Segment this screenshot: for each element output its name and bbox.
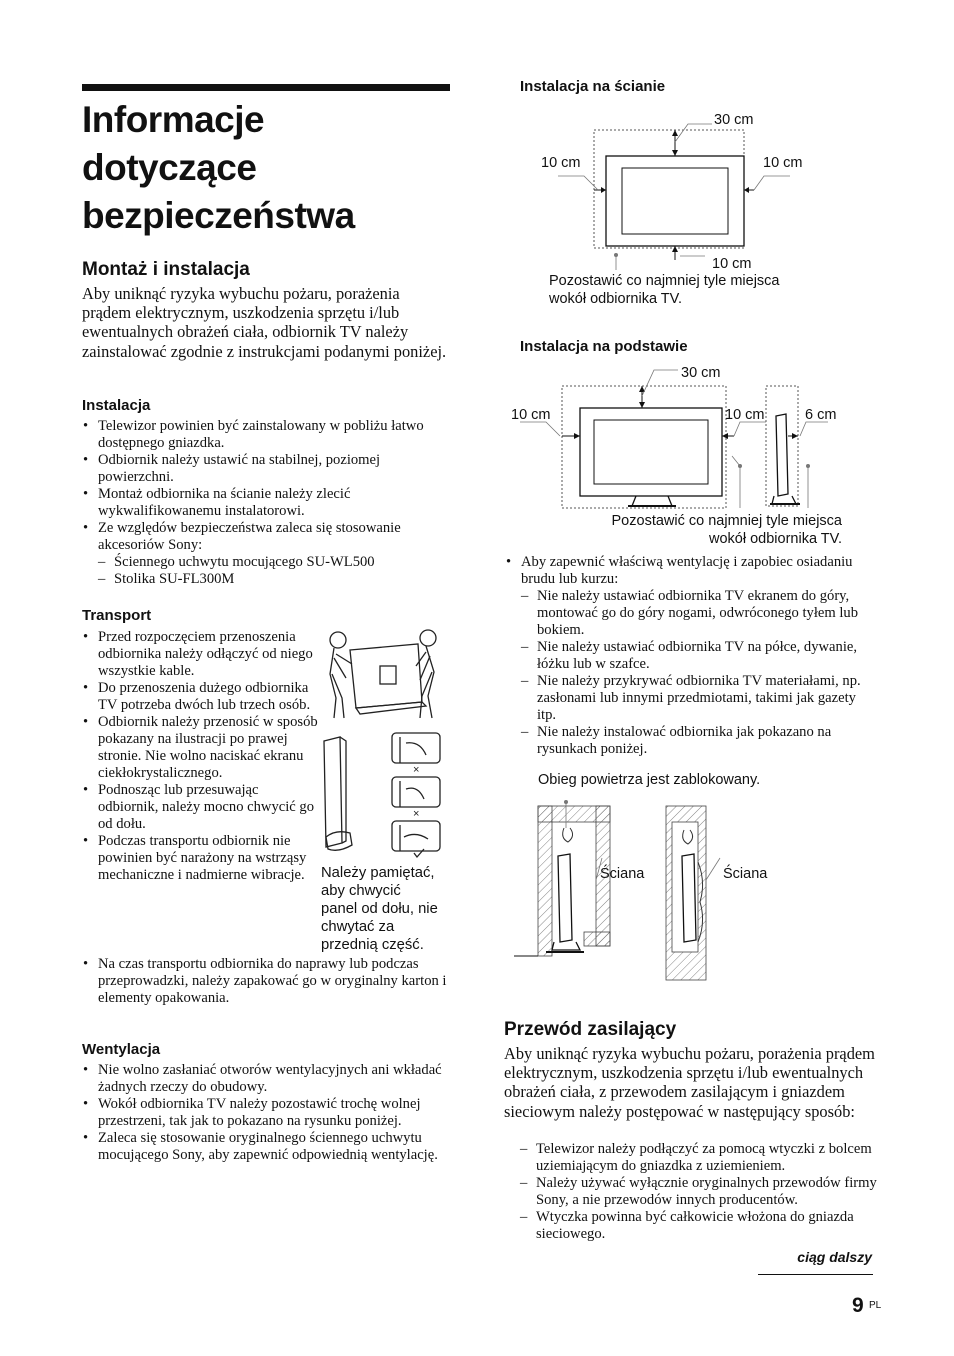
list-item: • Podczas transportu odbiornik nie powinien być narażony na wstrząsy mechaniczne i nadmierne wibracje. [82,833,322,884]
stand-install-heading: Instalacja na podstawie [520,338,688,355]
list-item: • Nie wolno zasłaniać otworów wentylacyjnych ani wkładać żadnych rzeczy do obudowy. [82,1062,454,1096]
transport-list-cont [82,956,452,1007]
wall-left-label: 10 cm [541,155,581,171]
svg-text:×: × [413,808,420,820]
installation-heading: Instalacja [82,397,151,414]
list-item: – Należy używać wyłącznie oryginalnych przewodów firmy Sony, a nie przewodów innych producentów. [520,1175,880,1209]
wall-install-diagram [540,110,820,270]
installation-list [82,418,454,588]
list-item: • Przed rozpoczęciem przenoszenia odbiornika należy odłączyć od niego wszystkie kable. [82,629,322,680]
title-line: Informacje [82,99,265,140]
list-item: • Wokół odbiornika TV należy pozostawić trochę wolnej przestrzeni, tak jak to pokazano na rysunku poniżej. [82,1096,454,1130]
list-item: – Nie należy ustawiać odbiornika TV na półce, dywanie, łóżku lub w szafce. [521,639,877,673]
list-item [82,956,452,1007]
stand-right-label: 10 cm [725,407,765,423]
wall-caption: Pozostawić co najmniej tyle miejsca wokół odbiornika TV. [549,273,780,307]
ventilation-list [82,1062,454,1164]
power-heading: Przewód zasilający [504,1019,677,1040]
list-item: • Montaż odbiornika na ścianie należy zlecić wykwalifikowanemu instalatorowi. [82,486,454,520]
stand-side-label: 6 cm [805,407,837,423]
stand-install-diagram [510,362,850,512]
svg-text:×: × [413,764,420,776]
list-item: • Zaleca się stosowanie oryginalnego ściennego uchwytu mocującego Sony, aby zapewnić odpowiednią wentylację. [82,1130,454,1164]
power-sublist [520,1141,880,1243]
list-item-text: Aby zapewnić właściwą wentylację i zapobiec osiadaniu brudu lub kurzu: [521,554,853,587]
airflow-label: Obieg powietrza jest zablokowany. [538,772,761,788]
wall2-label: Ściana [723,866,768,882]
list-item: – Nie należy ustawiać odbiornika TV ekranem do góry, montować go do góry nogami, odwróconego tyłem lub bokiem. [521,588,877,639]
wall-top-label: 30 cm [714,112,754,128]
mount-heading: Montaż i instalacja [82,259,250,280]
list-item [82,520,454,588]
wall1-label: Ściana [600,866,645,882]
list-item: – Telewizor należy podłączyć za pomocą wtyczki z bolcem uziemiającym do gniazdka z uziemieniem. [520,1141,880,1175]
transport-heading: Transport [82,607,152,624]
stand-caption-line: wokół odbiornika TV. [709,531,842,547]
stand-top-label: 30 cm [681,365,721,381]
transport-caption: Należy pamiętać, aby chwycić panel od dołu, nie chwytać za przednią część. [321,865,438,953]
language-code: PL [869,1300,882,1311]
wall-install-heading: Instalacja na ścianie [520,78,666,95]
list-item: – Nie należy przykrywać odbiornika TV materiałami, np. zasłonami lub innymi przedmiotami, takimi jak gazety itp. [521,673,877,724]
ventilation-right-list [505,554,877,758]
grip-illustration [316,733,444,859]
list-item: – Ściennego uchwytu mocującego SU-WL500 [98,554,454,571]
carry-illustration [322,628,444,720]
list-item: • Do przenoszenia dużego odbiornika TV potrzeba dwóch lub trzech osób. [82,680,322,714]
mount-intro: Aby uniknąć ryzyka wybuchu pożaru, porażenia prądem elektrycznym, uszkodzenia sprzętu i/lub ewentualnych obrażeń ciała, odbiornik TV należy zainstalować zgodnie z instrukcjami podanymi poniżej. [82,284,447,361]
page-number: 9 [852,1294,864,1317]
power-intro: Aby uniknąć ryzyka wybuchu pożaru, porażenia prądem elektrycznym, uszkodzenia sprzętu i/lub ewentualnych obrażeń ciała, z przewodem zasilającym i gniazdem sieciowym należy postępować w następujący sposób: [504,1044,875,1121]
list-item: – Nie należy instalować odbiornika jak pokazano na rysunkach poniżej. [521,724,877,758]
title-rule [82,84,450,91]
list-item: • Telewizor powinien być zainstalowany w pobliżu łatwo dostępnego gniazdka. [82,418,454,452]
stand-caption [560,512,842,548]
list-item: – Stolika SU-FL300M [98,571,454,588]
list-item [520,1141,880,1243]
wall-right-label: 10 cm [763,155,803,171]
transport-list [82,629,322,884]
list-item: • Odbiornik należy przenosić w sposób pokazany na ilustracji po prawej stronie. Nie wolno naciskać ekranu ciekłokrystalicznego. [82,714,322,782]
list-item [505,554,877,758]
accessory-list [98,554,454,588]
title-line: dotyczące [82,147,257,188]
list-item: • Podnosząc lub przesuwając odbiornik, należy mocno chwycić go od dołu. [82,782,322,833]
power-list [520,1141,880,1243]
ventilation-heading: Wentylacja [82,1041,161,1058]
list-item: • Odbiornik należy ustawić na stabilnej, poziomej powierzchni. [82,452,454,486]
stand-left-label: 10 cm [511,407,551,423]
title-line: bezpieczeństwa [82,195,355,236]
blocked-airflow-diagram [512,792,762,982]
page-title [82,96,462,240]
stand-caption-line: Pozostawić co najmniej tyle miejsca [611,513,842,529]
continued-rule [758,1274,873,1275]
list-item-text: Na czas transportu odbiornika do naprawy lub podczas przeprowadzki, należy zapakować go w oryginalny karton i elementy opakowania. [98,956,447,1006]
wall-bottom-label: 10 cm [712,256,752,272]
ventilation-sublist [521,588,877,758]
continued-label: ciąg dalszy [797,1249,872,1265]
list-item: – Wtyczka powinna być całkowicie włożona do gniazda sieciowego. [520,1209,880,1243]
list-item-text: Ze względów bezpieczeństwa zaleca się stosowanie akcesoriów Sony: [98,520,401,553]
